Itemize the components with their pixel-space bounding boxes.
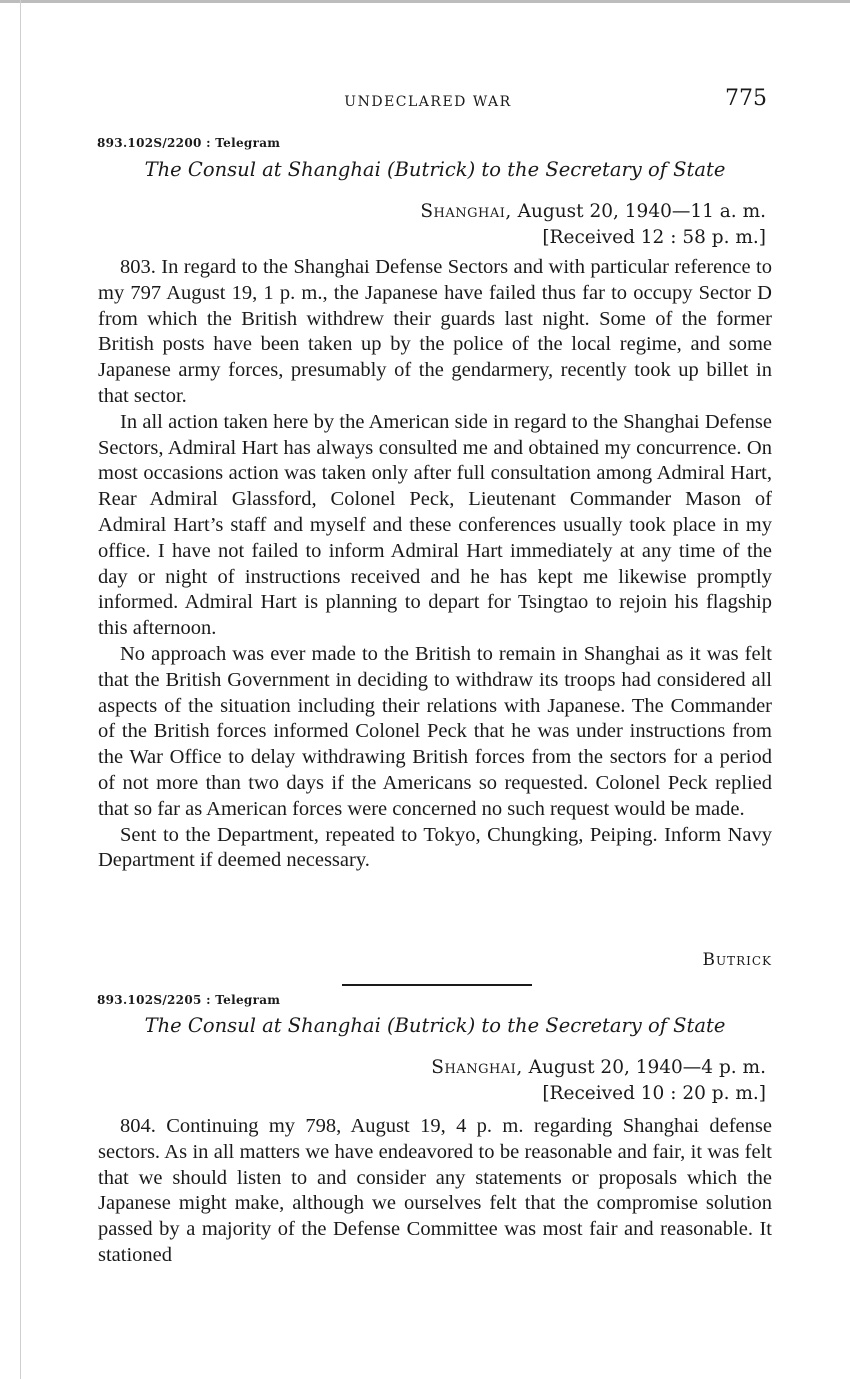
dateline <box>420 201 766 222</box>
telegram-heading: The Consul at Shanghai (Butrick) to the Secretary of State <box>144 1014 726 1037</box>
section-divider <box>342 984 532 986</box>
paragraph: Sent to the Department, repeated to Tokyo, Chungking, Peiping. Inform Navy Department if deemed necessary. <box>98 823 772 872</box>
dateline-place: Shanghai, <box>431 1057 523 1078</box>
paragraph: No approach was ever made to the British to remain in Shanghai as it was felt that the British Government in deciding to withdraw its troops had considered all aspects of the situation including their relations with Japanese. The Commander of the British forces informed Colonel Peck that he was under instructions from the War Office to delay withdrawing British forces from the sectors for a period of not more than two days if the Americans so requested. Colonel Peck replied that so far as American forces were concerned no such request would be made. <box>98 642 772 820</box>
running-head <box>98 86 772 116</box>
running-title: UNDECLARED WAR <box>344 94 512 110</box>
dateline <box>431 1057 766 1078</box>
dateline-time: August 20, 1940—11 a. m. <box>511 201 766 222</box>
dateline-place: Shanghai, <box>420 201 512 222</box>
page-number: 775 <box>725 86 767 111</box>
paragraph: In all action taken here by the American side in regard to the Shanghai Defense Sectors, Admiral Hart has always consulted me and obtained my concurrence. On most occasions action was taken only after full consultation among Admiral Hart, Rear Admiral Glassford, Colonel Peck, Lieutenant Commander Mason of Admiral Hart’s staff and myself and these conferences usually took place in my office. I have not failed to inform Admiral Hart immediately at any time of the day or night of instructions received and he has kept me likewise promptly informed. Admiral Hart is planning to depart for Tsingtao to rejoin his flagship this afternoon. <box>98 410 772 640</box>
telegram-body <box>98 1114 772 1269</box>
paragraph: 804. Continuing my 798, August 19, 4 p. m. regarding Shanghai defense sectors. As in all matters we have endeavored to be reasonable and fair, it was felt that we should listen to and consider any statements or proposals which the Japanese might make, although we ourselves felt that the compromise solution passed by a majority of the Defense Committee was most fair and reasonable. It stationed <box>98 1115 772 1266</box>
telegram-body <box>98 255 772 874</box>
file-number: 893.102S/2200 : Telegram <box>97 136 281 150</box>
dateline-time: August 20, 1940—4 p. m. <box>522 1057 766 1078</box>
received-note: [Received 12 : 58 p. m.] <box>542 227 766 248</box>
scan-top-edge <box>0 0 850 3</box>
file-number: 893.102S/2205 : Telegram <box>97 993 281 1007</box>
scan-left-edge <box>20 0 21 1379</box>
signature: Butrick <box>702 950 772 970</box>
paragraph: 803. In regard to the Shanghai Defense Sectors and with particular reference to my 797 August 19, 1 p. m., the Japanese have failed thus far to occupy Sector D from which the British withdrew their guards last night. Some of the former British posts have been taken up by the police of the local regime, and some Japanese army forces, presumably of the gendarmery, recently took up billet in that sector. <box>98 256 772 407</box>
received-note: [Received 10 : 20 p. m.] <box>542 1083 766 1104</box>
telegram-heading: The Consul at Shanghai (Butrick) to the Secretary of State <box>144 158 726 181</box>
